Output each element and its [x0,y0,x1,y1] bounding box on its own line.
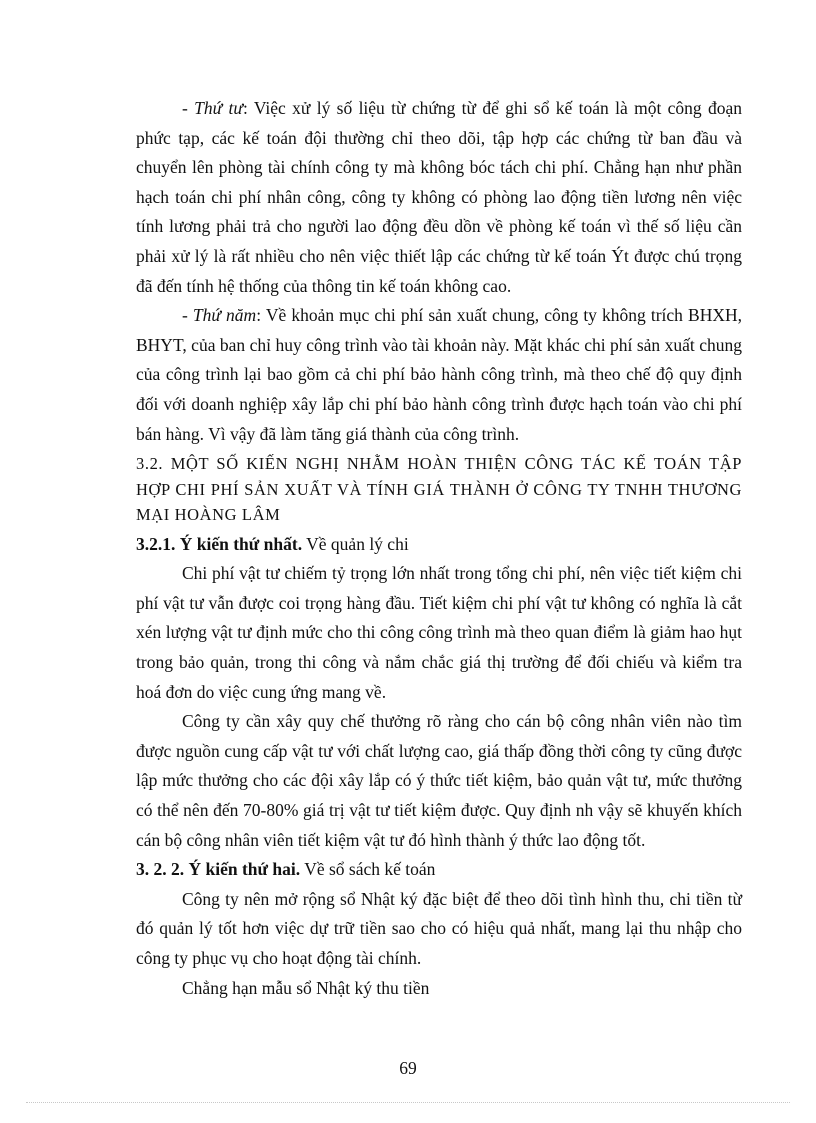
paragraph-text: : Việc xử lý số liệu từ chứng từ để ghi sổ kế toán là một công đoạn phức tạp, các kế toán đội thường chỉ theo dõi, tập hợp các chứng từ ban đầu và chuyển lên phòng tài chính công ty mà không bóc tách chi phí. Chẳng hạn như phần hạch toán chi phí nhân công, công ty không có phòng lao động tiền lương nên việc tính lương phải trả cho người lao động đều dồn về phòng kế toán vì thế số liệu cần phải xử lý là rất nhiều cho nên việc thiết lập các chứng từ kế toán Ýt được chú trọng đã đến tính hệ thống của thông tin kế toán không cao. [136,98,743,296]
subsection-heading-2 [136,855,742,885]
paragraph-text: : Về khoản mục chi phí sản xuất chung, công ty không trích BHXH, BHYT, của ban chỉ huy công trình vào tài khoản này. Mặt khác chi phí sản xuất chung của công trình lại bao gồm cả chi phí bảo hành công trình, mà theo chế độ quy định đối với doanh nghiệp xây lắp chi phí bảo hành công trình được hạch toán vào chi phí bán hàng. Vì vậy đã làm tăng giá thành của công trình. [136,305,742,444]
subsection-title: 3.2.1. Ý kiến thứ nhất. [136,533,303,554]
section-heading: 3.2. MỘT SỐ KIẾN NGHỊ NHẰM HOÀN THIỆN CÔNG TÁC KẾ TOÁN TẬP HỢP CHI PHÍ SẢN XUẤT VÀ TÍNH GIÁ THÀNH Ở CÔNG TY TNHH THƯƠNG MẠI HOÀNG LÂM [136,454,742,525]
label-thu-tu: Thứ tư [194,98,243,118]
subsection-title: 3. 2. 2. Ý kiến thứ hai. [136,859,301,880]
paragraph-quy-che-thuong: Công ty cần xây quy chế thưởng rõ ràng cho cán bộ công nhân viên nào tìm được nguồn cung cấp vật tư với chất lượng cao, giá thấp đồng thời công ty cũng được lập mức thưởng cho các đội xây lắp có ý thức tiết kiệm, bảo quản vật tư, mức thưởng có thể nên đến 70-80% giá trị vật tư tiết kiệm được. Quy định nh vậy sẽ khuyến khích cán bộ công nhân viên tiết kiệm vật tư đó hình thành ý thức lao động tốt. [136,711,742,850]
page-number: 69 [399,1058,417,1078]
footer-divider [26,1102,790,1103]
subsection-subtitle: Về quản lý chi [302,533,409,554]
page-content [136,94,742,1003]
bullet-dash: - [182,98,195,118]
subsection-subtitle: Về sổ sách kế toán [300,859,436,880]
subsection-heading-1 [136,530,742,560]
paragraph-nhat-ky: Công ty nên mở rộng sổ Nhật ký đặc biệt để theo dõi tình hình thu, chi tiền từ đó quản lý tốt hơn việc dự trữ tiền sao cho có hiệu quả nhất, mang lại thu nhập cho công ty phục vụ cho hoạt động tài chính. [136,888,742,968]
paragraph-thu-nam [136,301,742,449]
paragraph-mau-so: Chẳng hạn mẫu sổ Nhật ký thu tiền [182,977,430,998]
label-thu-nam: Thứ năm [192,305,257,326]
bullet-dash: - [182,305,193,326]
paragraph-thu-tu [136,94,742,301]
paragraph-vat-tu: Chi phí vật tư chiếm tỷ trọng lớn nhất trong tổng chi phí, nên việc tiết kiệm chi phí vật tư vẫn được coi trọng hàng đầu. Tiết kiệm chi phí vật tư không có nghĩa là cắt xén lượng vật tư định mức cho thi công công trình mà theo quan điểm là giảm hao hụt trong bảo quản, trong thi công và nắm chắc giá thị trường để đối chiếu và kiểm tra hoá đơn do việc cung ứng mang về. [136,563,742,702]
